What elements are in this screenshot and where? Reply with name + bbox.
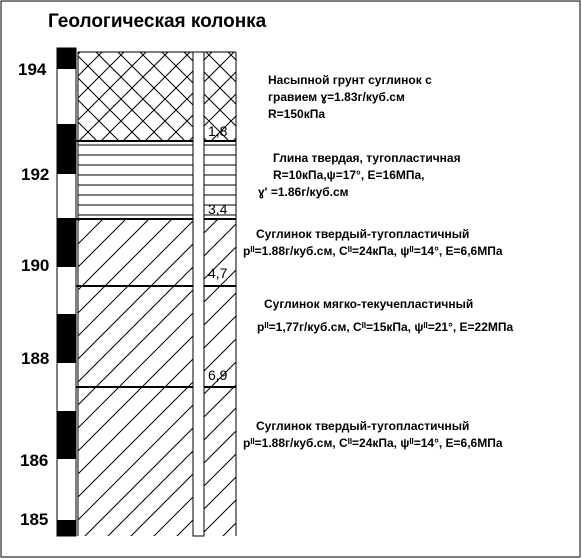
layer-fill-loam-3 bbox=[78, 387, 236, 536]
scale-segment bbox=[57, 124, 76, 174]
scale-segment bbox=[57, 411, 76, 459]
layer-description-fill-soil bbox=[268, 73, 432, 121]
scale-segment bbox=[57, 218, 76, 267]
description-line: R=10кПа,ψ=17°, E=16МПа, bbox=[273, 168, 425, 182]
layer-description-loam-1 bbox=[243, 227, 503, 258]
description-line: ɣ' =1.86г/куб.см bbox=[258, 185, 349, 199]
figure-title: Геологическая колонка bbox=[48, 11, 267, 32]
depth-label: 6,9 bbox=[208, 367, 228, 383]
scale-segment bbox=[57, 314, 76, 363]
depth-label: 3,4 bbox=[208, 201, 228, 217]
description-line: Суглинок твердый-тугопластичный bbox=[256, 419, 470, 433]
elevation-label: 185 bbox=[20, 510, 49, 529]
scale-segment bbox=[57, 48, 76, 69]
description-line: pᴵᴵ=1.88г/куб.см, Cᴵᴵ=24кПа, ψᴵᴵ=14°, E=6,6МПа bbox=[243, 436, 503, 450]
description-line: pᴵᴵ=1.88г/куб.см, Cᴵᴵ=24кПа, ψᴵᴵ=14°, E=6,6МПа bbox=[243, 244, 503, 258]
elevation-label: 188 bbox=[21, 349, 50, 368]
depth-label: 4,7 bbox=[208, 265, 228, 281]
borehole bbox=[193, 52, 204, 536]
elevation-label: 194 bbox=[18, 60, 47, 79]
description-line: Насыпной грунт суглинок с bbox=[268, 73, 432, 87]
description-line: pᴵᴵ=1,77г/куб.см, Cᴵᴵ=15кПа, ψᴵᴵ=21°, E=22МПа bbox=[257, 320, 514, 334]
layer-description-loam-2 bbox=[257, 297, 514, 334]
layer-description-loam-3 bbox=[243, 419, 503, 450]
scale-segment bbox=[57, 520, 76, 536]
description-line: R=150кПа bbox=[268, 107, 325, 121]
layer-description-clay bbox=[258, 151, 461, 199]
depth-label: 1,8 bbox=[208, 123, 228, 139]
description-line: гравием ɣ=1.83г/куб.см bbox=[268, 90, 405, 104]
description-line: Глина твердая, тугопластичная bbox=[273, 151, 461, 165]
elevation-label: 192 bbox=[21, 165, 50, 184]
elevation-label: 186 bbox=[20, 451, 49, 470]
elevation-scale-bar bbox=[57, 48, 76, 536]
elevation-label: 190 bbox=[21, 256, 50, 275]
description-line: Суглинок твердый-тугопластичный bbox=[256, 227, 470, 241]
description-line: Суглинок мягко-текучепластичный bbox=[264, 297, 474, 311]
